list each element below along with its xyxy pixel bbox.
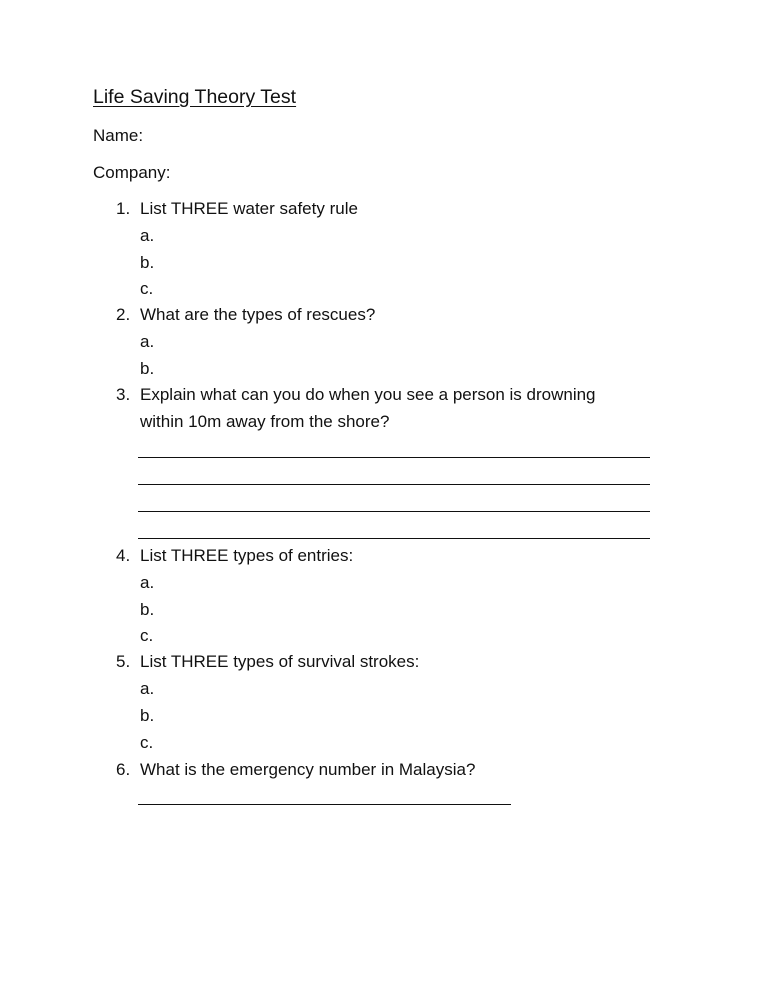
answer-item-5a: a.	[140, 679, 155, 698]
answer-item-4c: c.	[140, 626, 154, 645]
answer-item-1c: c.	[140, 279, 154, 298]
question-text: List THREE types of survival strokes:	[140, 652, 420, 671]
answer-item-5c: c.	[140, 733, 154, 752]
question-text: Explain what can you do when you see a person is drowning	[140, 385, 596, 404]
company-label: Company:	[93, 163, 171, 182]
answer-item-2a: a.	[140, 332, 155, 351]
page-title: Life Saving Theory Test	[93, 86, 297, 108]
question-number: 2.	[116, 305, 131, 324]
answer-line[interactable]	[138, 484, 650, 485]
question-number: 5.	[116, 652, 131, 671]
question-number: 6.	[116, 760, 131, 779]
answer-line[interactable]	[138, 511, 650, 512]
question-text: What is the emergency number in Malaysia?	[140, 760, 476, 779]
question-text: List THREE types of entries:	[140, 546, 354, 565]
answer-line[interactable]	[138, 538, 650, 539]
answer-item-1b: b.	[140, 253, 155, 272]
question-number: 4.	[116, 546, 131, 565]
answer-line[interactable]	[138, 804, 511, 805]
answer-item-2b: b.	[140, 359, 155, 378]
name-label: Name:	[93, 126, 144, 145]
answer-line[interactable]	[138, 457, 650, 458]
answer-item-4b: b.	[140, 600, 155, 619]
answer-item-4a: a.	[140, 573, 155, 592]
question-number: 3.	[116, 385, 131, 404]
answer-item-5b: b.	[140, 706, 155, 725]
question-text-line-2: within 10m away from the shore?	[140, 412, 390, 431]
question-text: List THREE water safety rule	[140, 199, 358, 218]
answer-item-1a: a.	[140, 226, 155, 245]
question-number: 1.	[116, 199, 131, 218]
question-text: What are the types of rescues?	[140, 305, 376, 324]
